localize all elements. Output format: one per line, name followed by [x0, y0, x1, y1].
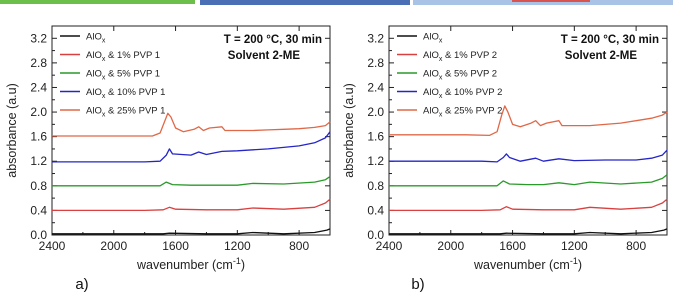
legend-subscript: x — [101, 56, 106, 63]
y-tick-label: 2.8 — [30, 55, 47, 70]
x-tick-label: 1600 — [499, 239, 526, 253]
y-tick-label: 0.4 — [367, 203, 384, 218]
y-tick-label: 2.0 — [367, 105, 384, 120]
x-axis-label — [136, 256, 245, 272]
x-axis-label-main: wavenumber (cm — [136, 258, 233, 272]
annotation-temperature: T = 200 °C, 30 min — [560, 34, 659, 46]
legend-name: AlO — [423, 68, 439, 80]
legend-name: AlO — [86, 68, 102, 80]
legend-subscript: x — [101, 111, 106, 119]
legend-subscript: x — [438, 37, 443, 45]
legend-name: AlO — [86, 50, 102, 61]
legend-name: AlO — [423, 31, 439, 43]
top-bar-red — [512, 0, 590, 2]
y-axis-label: absorbance (a.u) — [5, 83, 19, 178]
y-tick-label: 0.4 — [30, 203, 47, 218]
x-tick-label: 2000 — [437, 239, 465, 253]
y-tick-label: 0.8 — [367, 178, 384, 193]
annotation-temperature: T = 200 °C, 30 min — [223, 34, 322, 46]
panel-label: b) — [411, 276, 425, 293]
legend-suffix: & 25% PVP 2 — [442, 105, 503, 117]
legend-subscript: x — [438, 74, 443, 82]
legend-name: AlO — [86, 87, 102, 98]
y-axis-label: absorbance (a.u) — [342, 83, 356, 178]
x-tick-label: 1200 — [223, 239, 251, 253]
x-tick-label: 2400 — [375, 239, 403, 253]
x-tick-label: 2000 — [100, 239, 128, 253]
legend-suffix: & 1% PVP 2 — [442, 50, 498, 61]
x-axis-label-sup: -1 — [232, 256, 241, 266]
y-tick-label: 0.0 — [367, 228, 384, 242]
x-tick-label: 2400 — [38, 239, 66, 253]
y-tick-label: 1.6 — [30, 129, 47, 144]
top-bar-blue — [200, 0, 410, 5]
panel-label: a) — [75, 276, 89, 293]
legend-suffix: & 10% PVP 1 — [105, 87, 166, 98]
legend-name: AlO — [423, 87, 439, 98]
legend-name: AlO — [86, 31, 102, 43]
x-tick-label: 1200 — [560, 239, 588, 253]
y-tick-label: 1.6 — [367, 129, 384, 144]
x-tick-label: 800 — [289, 239, 310, 253]
y-tick-label: 1.2 — [30, 154, 47, 169]
y-tick-label: 2.4 — [367, 80, 384, 95]
legend-name: AlO — [423, 50, 439, 61]
y-tick-label: 0.0 — [30, 228, 47, 242]
legend-subscript: x — [438, 93, 443, 100]
x-axis-label-sup: -1 — [569, 256, 578, 266]
legend-suffix: & 5% PVP 2 — [442, 68, 498, 80]
y-tick-label: 3.2 — [30, 31, 47, 46]
y-tick-label: 0.8 — [30, 178, 47, 193]
legend-subscript: x — [438, 111, 443, 119]
legend-suffix: & 5% PVP 1 — [105, 68, 161, 80]
top-bar-green — [0, 0, 195, 4]
x-axis-label — [473, 256, 582, 272]
y-tick-label: 2.0 — [30, 105, 47, 120]
x-tick-label: 800 — [626, 239, 647, 253]
x-axis-label-end: ) — [240, 258, 246, 272]
x-axis-label-main: wavenumber (cm — [473, 258, 570, 272]
annotation-solvent: Solvent 2-ME — [564, 50, 637, 62]
x-tick-label: 1600 — [162, 239, 189, 253]
legend-subscript: x — [101, 93, 106, 100]
annotation-solvent: Solvent 2-ME — [227, 50, 300, 62]
legend-suffix: & 25% PVP 1 — [105, 105, 166, 117]
y-tick-label: 2.4 — [30, 80, 47, 95]
legend-subscript: x — [101, 74, 106, 82]
legend-name: AlO — [423, 105, 439, 117]
y-tick-label: 3.2 — [367, 31, 384, 46]
legend-suffix: & 1% PVP 1 — [105, 50, 161, 61]
legend-name: AlO — [86, 105, 102, 117]
y-tick-label: 2.8 — [367, 55, 384, 70]
legend-subscript: x — [438, 56, 443, 63]
x-axis-label-end: ) — [577, 258, 583, 272]
legend-subscript: x — [101, 37, 106, 45]
y-tick-label: 1.2 — [367, 154, 384, 169]
legend-suffix: & 10% PVP 2 — [442, 87, 503, 98]
